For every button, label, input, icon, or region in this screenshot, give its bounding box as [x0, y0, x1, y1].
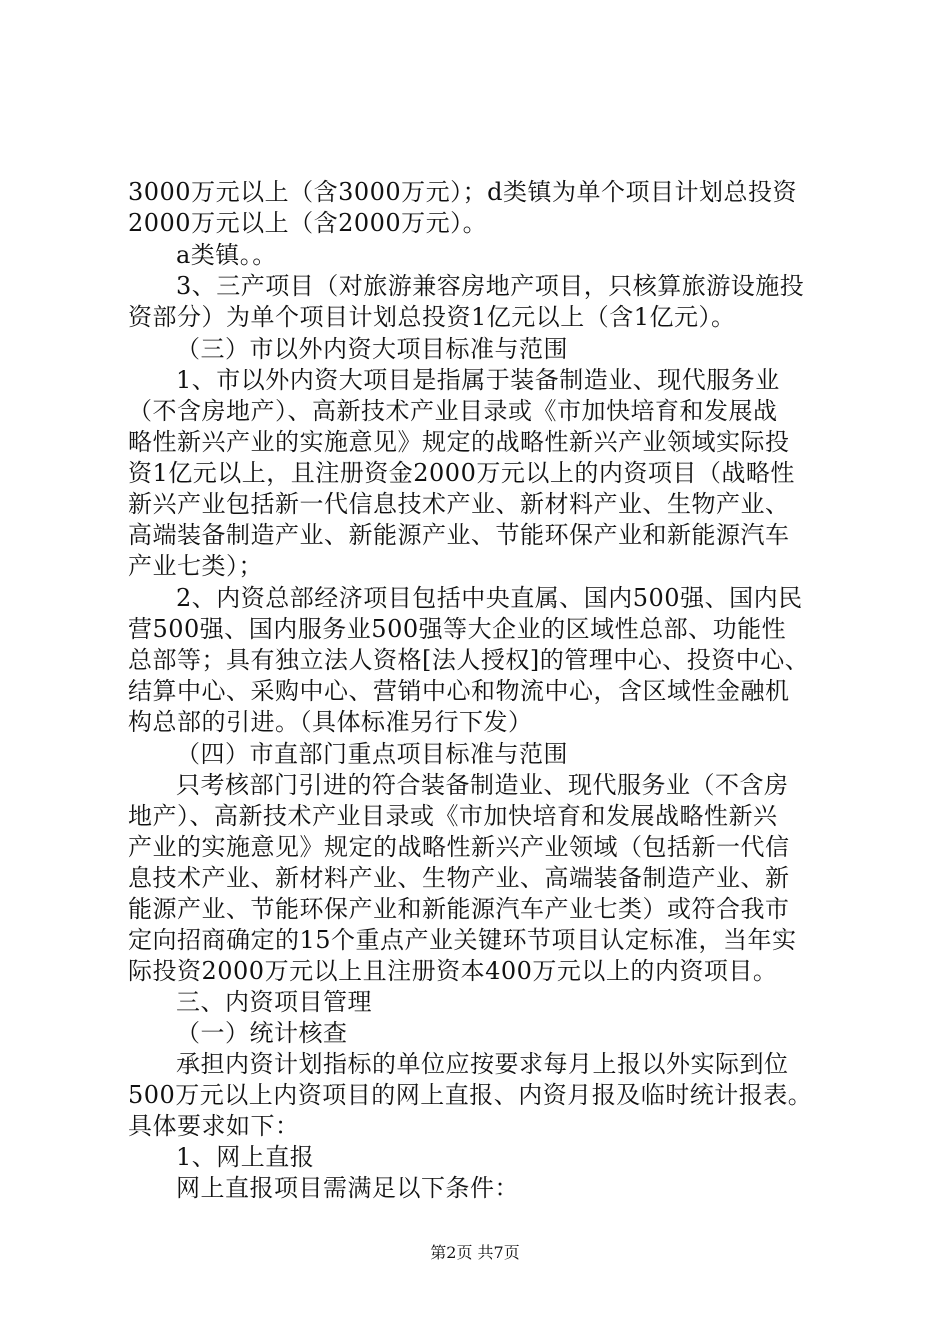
body-text-line: 网上直报项目需满足以下条件：: [176, 1174, 519, 1202]
body-text-line: 具体要求如下：: [128, 1112, 300, 1140]
section-heading: （四）市直部门重点项目标准与范围: [176, 740, 568, 768]
body-text-line: 3、三产项目（对旅游兼容房地产项目，只核算旅游设施投: [176, 272, 805, 300]
body-text-line: 承担内资计划指标的单位应按要求每月上报以外实际到位: [176, 1050, 789, 1078]
body-text-line: 构总部的引进。（具体标准另行下发）: [128, 708, 533, 736]
body-text-line: 1、市以外内资大项目是指属于装备制造业、现代服务业: [176, 366, 780, 394]
page-number-footer: 第2页 共7页: [430, 1243, 520, 1262]
body-text-line: a类镇。。: [176, 241, 277, 269]
body-text-line: 总部等；具有独立法人资格[法人授权]的管理中心、投资中心、: [128, 646, 810, 674]
body-text-line: 3000万元以上（含3000万元）；d类镇为单个项目计划总投资: [128, 178, 798, 206]
subsection-heading: （一）统计核查: [176, 1019, 348, 1047]
body-text-line: 2000万元以上（含2000万元）。: [128, 209, 488, 237]
body-text-line: 产业的实施意见》规定的战略性新兴产业领域（包括新一代信: [128, 833, 790, 861]
body-text-line: 略性新兴产业的实施意见》规定的战略性新兴产业领域实际投: [128, 428, 790, 456]
section-heading: 三、内资项目管理: [176, 988, 372, 1016]
body-text-line: 产业七类）；: [128, 552, 263, 580]
subsection-heading: 1、网上直报: [176, 1143, 315, 1171]
body-text-line: 息技术产业、新材料产业、生物产业、高端装备制造产业、新: [128, 864, 790, 892]
body-text-line: 2、内资总部经济项目包括中央直属、国内500强、国内民: [176, 584, 803, 612]
body-text-line: 资1亿元以上，且注册资金2000万元以上的内资项目（战略性: [128, 459, 795, 487]
body-text-line: 能源产业、节能环保产业和新能源汽车产业七类）或符合我市: [128, 895, 790, 923]
body-text-line: 500万元以上内资项目的网上直报、内资月报及临时统计报表。: [128, 1081, 813, 1109]
body-text-line: 高端装备制造产业、新能源产业、节能环保产业和新能源汽车: [128, 521, 790, 549]
body-text-line: 只考核部门引进的符合装备制造业、现代服务业（不含房: [176, 771, 789, 799]
body-text-line: 新兴产业包括新一代信息技术产业、新材料产业、生物产业、: [128, 490, 790, 518]
body-text-line: 定向招商确定的15个重点产业关键环节项目认定标准，当年实: [128, 926, 797, 954]
body-text-line: 地产）、高新技术产业目录或《市加快培育和发展战略性新兴: [128, 802, 778, 830]
body-text-line: 结算中心、采购中心、营销中心和物流中心，含区域性金融机: [128, 677, 790, 705]
section-heading: （三）市以外内资大项目标准与范围: [176, 335, 568, 363]
body-text-line: 资部分）为单个项目计划总投资1亿元以上（含1亿元）。: [128, 303, 736, 331]
body-text-line: 际投资2000万元以上且注册资本400万元以上的内资项目。: [128, 957, 778, 985]
body-text-line: （不含房地产）、高新技术产业目录或《市加快培育和发展战: [128, 397, 778, 425]
body-text-line: 营500强、国内服务业500强等大企业的区域性总部、功能性: [128, 615, 787, 643]
